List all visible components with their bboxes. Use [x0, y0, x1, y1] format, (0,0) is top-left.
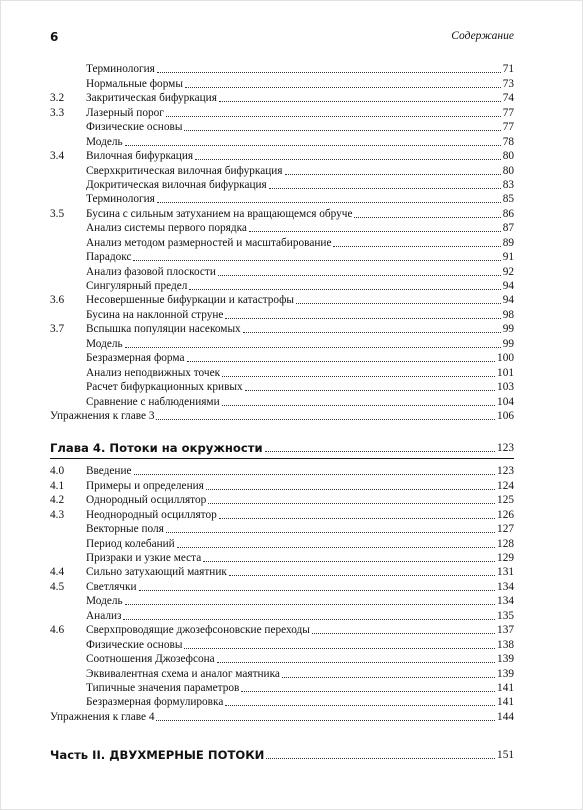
- section-number: 3.5: [50, 207, 65, 220]
- entry-page: 104: [497, 395, 514, 408]
- entry-page: 100: [497, 352, 514, 365]
- toc-entry[interactable]: [50, 681, 514, 695]
- entry-title: Анализ методом размерностей и масштабирование: [86, 236, 332, 249]
- leader-dots: [333, 245, 500, 247]
- leader-dots: [269, 187, 501, 189]
- toc-entry[interactable]: [50, 178, 514, 192]
- entry-page: 91: [502, 251, 514, 264]
- entry-title: Парадокс: [86, 251, 132, 264]
- leader-dots: [133, 259, 500, 261]
- toc-entry[interactable]: [50, 623, 514, 637]
- chapter-title: Глава 4. Потоки на окружности: [50, 440, 263, 455]
- entry-title: Светлячки: [86, 580, 137, 593]
- toc-entry[interactable]: [50, 235, 514, 249]
- leader-dots: [243, 331, 501, 333]
- entry-page: 94: [502, 280, 514, 292]
- toc-entry[interactable]: [50, 307, 514, 321]
- toc-entry[interactable]: [50, 652, 514, 666]
- running-title: Содержание: [451, 30, 514, 42]
- entry-title: Физические основы: [86, 638, 183, 651]
- leader-dots: [189, 288, 500, 290]
- entry-title: Эквивалентная схема и аналог маятника: [86, 667, 280, 680]
- toc-entry[interactable]: [50, 120, 514, 134]
- leader-dots: [225, 317, 500, 319]
- entry-title: Безразмерная формулировка: [86, 696, 224, 709]
- entry-page: 80: [502, 164, 514, 177]
- entry-page: 138: [497, 638, 514, 651]
- leader-dots: [208, 502, 495, 504]
- leader-dots: [203, 560, 495, 562]
- entry-page: 127: [497, 523, 514, 536]
- entry-page: 124: [497, 479, 514, 492]
- toc-entry[interactable]: [50, 134, 514, 148]
- part-title: Часть II. ДВУХМЕРНЫЕ ПОТОКИ: [50, 747, 265, 762]
- leader-dots: [157, 201, 501, 203]
- entry-page: 101: [497, 366, 514, 379]
- entry-page: 134: [497, 580, 514, 593]
- leader-dots: [219, 517, 495, 519]
- leader-dots: [282, 676, 495, 678]
- leader-dots: [139, 589, 496, 591]
- toc-entry[interactable]: [50, 206, 514, 220]
- entry-title: Модель: [86, 135, 123, 148]
- leader-dots: [157, 71, 501, 73]
- toc-entry[interactable]: [50, 293, 514, 307]
- toc-section-chapter3: [50, 62, 514, 423]
- entry-title: Вспышка популяции насекомых: [86, 323, 241, 336]
- toc-entry[interactable]: [50, 336, 514, 350]
- toc-entry[interactable]: [50, 709, 514, 723]
- entry-title: Сверхкритическая вилочная бифуркация: [86, 164, 283, 177]
- entry-page: 135: [497, 609, 514, 622]
- entry-title: Сравнение с наблюдениями: [86, 395, 220, 408]
- leader-dots: [206, 488, 495, 490]
- entry-title: Призраки и узкие места: [86, 552, 202, 564]
- toc-entry[interactable]: [50, 76, 514, 90]
- section-number: 3.6: [50, 294, 65, 307]
- entry-title: Нормальные формы: [86, 77, 183, 90]
- entry-page: 77: [502, 121, 514, 134]
- entry-page: 86: [502, 207, 514, 220]
- leader-dots: [125, 346, 501, 348]
- entry-page: 129: [497, 552, 514, 564]
- leader-dots: [125, 603, 495, 605]
- section-number: 3.4: [50, 150, 65, 163]
- toc-entry[interactable]: [50, 637, 514, 651]
- entry-page: 85: [502, 193, 514, 206]
- entry-title: Анализ системы первого порядка: [86, 222, 247, 235]
- leader-dots: [184, 647, 495, 649]
- entry-title: Анализ: [86, 609, 122, 622]
- entry-page: 74: [502, 92, 514, 105]
- entry-page: 92: [502, 265, 514, 278]
- toc-entry[interactable]: [50, 594, 514, 608]
- entry-page: 99: [502, 337, 514, 350]
- entry-page: 94: [502, 294, 514, 307]
- toc-entry[interactable]: [50, 507, 514, 521]
- toc-entry[interactable]: [50, 365, 514, 379]
- leader-dots: [177, 546, 495, 548]
- toc-entry[interactable]: [50, 409, 514, 423]
- section-number: 4.2: [50, 494, 65, 507]
- toc-entry[interactable]: [50, 565, 514, 579]
- leader-dots: [222, 375, 495, 377]
- section-number: 3.7: [50, 323, 65, 336]
- entry-page: 80: [502, 150, 514, 163]
- leader-dots: [296, 302, 501, 304]
- toc-entry[interactable]: [50, 163, 514, 177]
- entry-page: 144: [497, 710, 514, 723]
- section-number: 4.4: [50, 566, 65, 579]
- toc-section-chapter4: [50, 464, 514, 724]
- table-of-contents: [50, 62, 514, 762]
- toc-entry[interactable]: [50, 522, 514, 536]
- entry-title: Однородный осциллятор: [86, 494, 207, 507]
- entry-title: Примеры и определения: [86, 479, 204, 492]
- entry-page: 83: [502, 178, 514, 191]
- toc-entry[interactable]: [50, 351, 514, 365]
- entry-title: Докритическая вилочная бифуркация: [86, 178, 267, 191]
- entry-page: 139: [497, 653, 514, 666]
- toc-entry[interactable]: [50, 695, 514, 709]
- leader-dots: [229, 574, 495, 576]
- leader-dots: [312, 632, 495, 634]
- leader-dots: [245, 389, 495, 391]
- leader-dots: [218, 274, 501, 276]
- section-number: 3.2: [50, 92, 65, 105]
- entry-title: Несовершенные бифуркации и катастрофы: [86, 294, 294, 307]
- entry-title: Модель: [86, 337, 123, 350]
- toc-entry[interactable]: [50, 493, 514, 507]
- entry-page: 128: [497, 537, 514, 550]
- leader-dots: [166, 531, 495, 533]
- toc-entry[interactable]: [50, 478, 514, 492]
- section-number: 4.5: [50, 580, 65, 593]
- entry-title: Терминология: [86, 193, 155, 206]
- toc-entry[interactable]: [50, 380, 514, 394]
- toc-entry[interactable]: [50, 551, 514, 565]
- leader-dots: [354, 216, 500, 218]
- toc-entry[interactable]: [50, 464, 514, 478]
- entry-title: Введение: [86, 465, 132, 478]
- entry-page: 139: [497, 667, 514, 680]
- entry-page: 87: [502, 222, 514, 235]
- leader-dots: [222, 404, 495, 406]
- toc-entry[interactable]: [50, 105, 514, 119]
- leader-dots: [184, 129, 500, 131]
- toc-entry[interactable]: [50, 608, 514, 622]
- entry-title: Соотношения Джозефсона: [86, 653, 215, 666]
- section-number: 4.6: [50, 624, 65, 637]
- section-number: 4.3: [50, 508, 65, 521]
- entry-page: 73: [502, 77, 514, 90]
- entry-title: Упражнения к главе 4: [50, 710, 155, 723]
- entry-title: Безразмерная форма: [86, 352, 185, 365]
- section-number: 4.1: [50, 479, 65, 492]
- entry-title: Модель: [86, 595, 123, 608]
- entry-page: 141: [497, 681, 514, 694]
- entry-title: Сингулярный предел: [86, 280, 188, 292]
- toc-entry[interactable]: [50, 91, 514, 105]
- entry-title: Расчет бифуркационных кривых: [86, 381, 243, 394]
- toc-entry[interactable]: [50, 264, 514, 278]
- entry-title: Закритическая бифуркация: [86, 92, 217, 105]
- entry-title: Вилочная бифуркация: [86, 150, 194, 163]
- leader-dots: [185, 86, 501, 88]
- entry-title: Сильно затухающий маятник: [86, 566, 227, 579]
- leader-dots: [217, 661, 495, 663]
- entry-title: Анализ фазовой плоскости: [86, 265, 216, 278]
- section-number: 3.3: [50, 106, 65, 119]
- entry-page: 99: [502, 323, 514, 336]
- section-number: 4.0: [50, 465, 65, 478]
- page-header: [50, 30, 514, 48]
- leader-dots: [195, 158, 501, 160]
- entry-page: 106: [497, 409, 514, 422]
- toc-entry[interactable]: [50, 62, 514, 76]
- toc-entry[interactable]: [50, 192, 514, 206]
- entry-page: 131: [497, 566, 514, 579]
- leader-dots: [249, 230, 501, 232]
- entry-page: 125: [497, 494, 514, 507]
- entry-page: 98: [502, 308, 514, 321]
- chapter-rule: [50, 458, 514, 459]
- leader-dots: [134, 473, 496, 475]
- toc-entry[interactable]: [50, 149, 514, 163]
- toc-part-2[interactable]: [50, 744, 514, 762]
- chapter-page: 123: [497, 441, 514, 454]
- entry-page: 78: [502, 135, 514, 148]
- leader-dots: [166, 115, 501, 117]
- leader-dots: [265, 450, 495, 452]
- leader-dots: [123, 618, 495, 620]
- entry-title: Векторные поля: [86, 523, 164, 536]
- entry-title: Бусина на наклонной струне: [86, 308, 224, 321]
- entry-title: Упражнения к главе 3: [50, 409, 155, 422]
- leader-dots: [225, 704, 495, 706]
- leader-dots: [156, 719, 495, 721]
- entry-title: Бусина с сильным затуханием на вращающемся обруче: [86, 207, 353, 220]
- toc-entry[interactable]: [50, 579, 514, 593]
- leader-dots: [241, 690, 495, 692]
- leader-dots: [266, 757, 495, 759]
- entry-page: 134: [497, 595, 514, 608]
- entry-title: Терминология: [86, 63, 155, 76]
- entry-page: 141: [497, 696, 514, 709]
- toc-entry[interactable]: [50, 666, 514, 680]
- toc-entry[interactable]: [50, 279, 514, 293]
- entry-title: Физические основы: [86, 121, 183, 134]
- toc-entry[interactable]: [50, 250, 514, 264]
- entry-page: 137: [497, 624, 514, 637]
- leader-dots: [187, 360, 496, 362]
- leader-dots: [285, 173, 501, 175]
- entry-title: Сверхпроводящие джозефсоновские переходы: [86, 624, 310, 637]
- entry-title: Неоднородный осциллятор: [86, 508, 217, 521]
- entry-page: 71: [502, 63, 514, 76]
- toc-entry[interactable]: [50, 221, 514, 235]
- toc-entry[interactable]: [50, 322, 514, 336]
- entry-title: Типичные значения параметров: [86, 681, 240, 694]
- entry-title: Лазерный порог: [86, 106, 164, 119]
- entry-title: Период колебаний: [86, 537, 175, 550]
- leader-dots: [219, 100, 501, 102]
- part-page: 151: [497, 748, 514, 761]
- leader-dots: [156, 418, 495, 420]
- entry-page: 77: [502, 106, 514, 119]
- toc-chapter-4[interactable]: [50, 437, 514, 455]
- toc-entry[interactable]: [50, 536, 514, 550]
- toc-entry[interactable]: [50, 394, 514, 408]
- entry-page: 103: [497, 381, 514, 394]
- entry-page: 89: [502, 236, 514, 249]
- leader-dots: [125, 144, 501, 146]
- entry-page: 123: [497, 465, 514, 478]
- entry-page: 126: [497, 508, 514, 521]
- entry-title: Анализ неподвижных точек: [86, 366, 221, 379]
- page-number: 6: [50, 30, 59, 44]
